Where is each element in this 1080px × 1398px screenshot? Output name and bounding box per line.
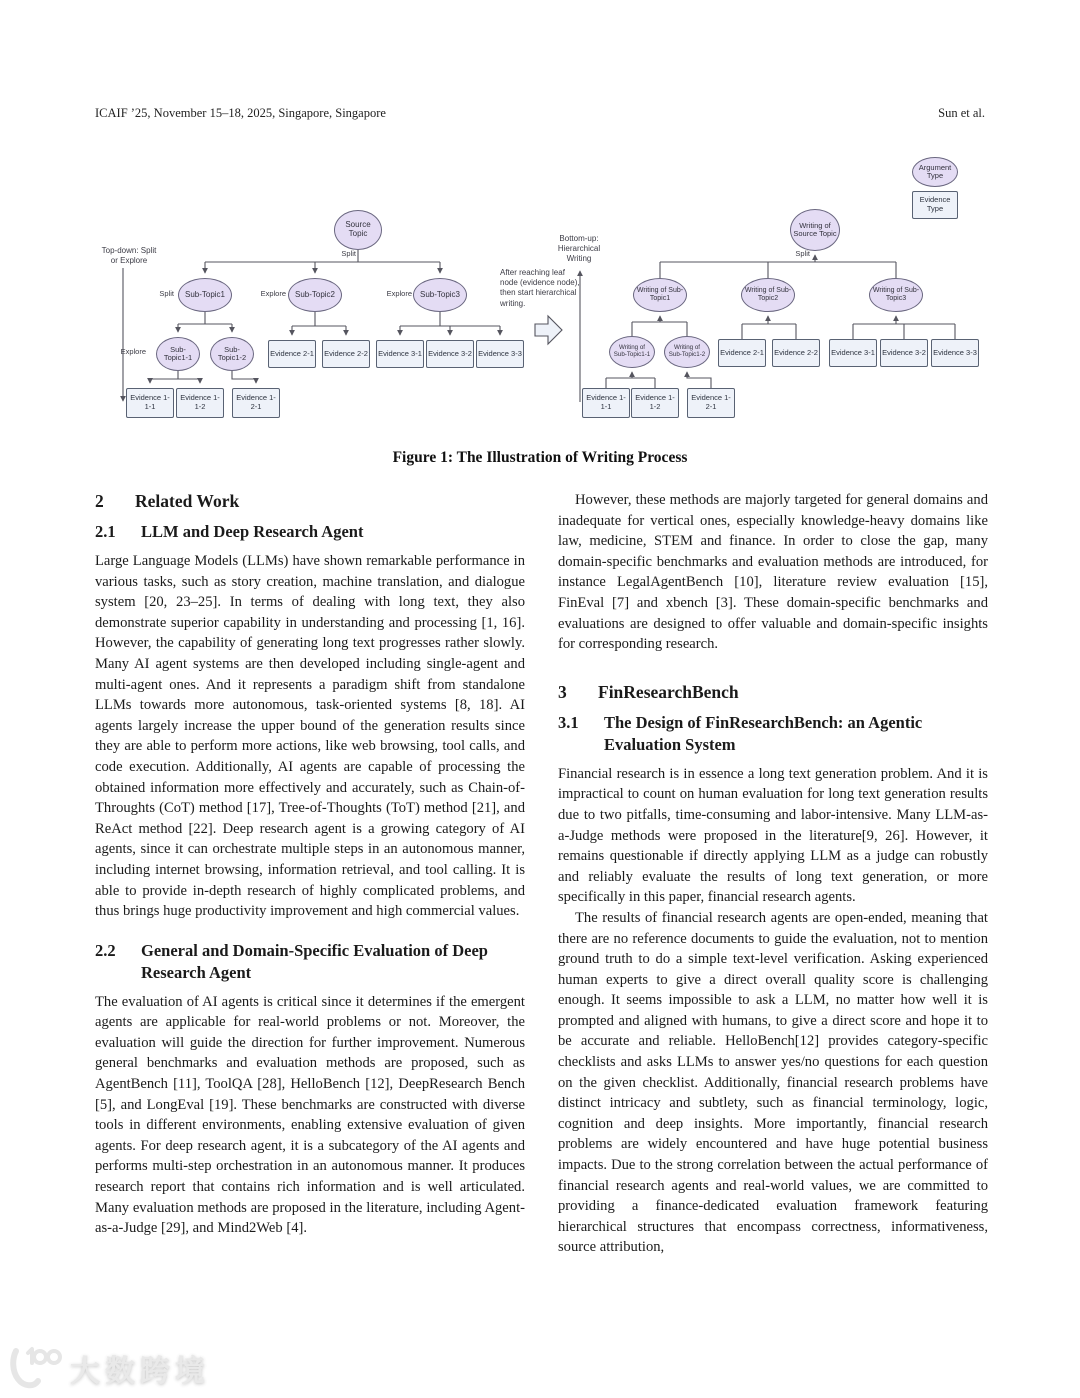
writing-evidence-1-1-1: Evidence 1-1-1 [582, 388, 630, 418]
section-2-title: Related Work [135, 491, 240, 511]
evidence-3-2: Evidence 3-2 [426, 340, 474, 368]
transition-arrow-icon [535, 316, 562, 344]
bottomup-annotation: Bottom-up: Hierarchical Writing [557, 234, 601, 264]
section-2-2-number: 2.2 [95, 940, 116, 960]
section-2-1-title: LLM and Deep Research Agent [141, 522, 364, 541]
node-writing-sub-topic1: Writing of Sub-Topic1 [633, 278, 687, 312]
section-3-1-paragraph-1: Financial research is in essence a long text generation problem. And it is impractical to count on human evaluation for long text generation results due to two pitfalls, time-consuming and labor-intensive. Many LLM-as-a-Judge methods were proposed in the literature[9, 26]. However, it remains questionable if directly applying LLM as a judge can robustly and reliably evaluate the results of long text generation, or more specifically in this paper, financial research agents. [558, 765, 988, 906]
section-3-number: 3 [558, 681, 567, 702]
writing-evidence-3-1: Evidence 3-1 [829, 339, 877, 367]
topdown-annotation: Top-down: Split or Explore [101, 246, 157, 266]
edge-label-explore-11: Explore [120, 347, 146, 356]
writing-evidence-3-2: Evidence 3-2 [880, 339, 928, 367]
section-2-2-paragraph: The evaluation of AI agents is critical since it determines if the emergent agents are applicable for real-world problems or not. Moreover, the evaluation will guide the direction for further improvement. Numerous general benchmarks and evaluation methods are proposed, such as AgentBench [11], ToolQA [28], HelloBench [12], DeepResearch Bench [5], and LongEval [19]. These benchmarks are constructed with diverse tools in different environments, enabling extensive evaluation of given agents. For deep research agent, it is a subcategory of the AI agents and performs multi-step orchestration in an autonomous manner. It produces research report that contains rich information and is well articulated. Many evaluation methods are proposed in the literature, including Agent-as-a-Judge [29], and Mind2Web [4]. [95, 993, 525, 1237]
section-3-1-title: The Design of FinResearchBench: an Agentic Evaluation System [604, 712, 923, 754]
node-sub-topic2: Sub-Topic2 [288, 278, 342, 312]
section-3-1-heading [558, 712, 988, 756]
edge-label-writing-split: Split [795, 249, 810, 258]
left-column [95, 490, 525, 1258]
writing-evidence-2-1: Evidence 2-1 [718, 339, 766, 367]
conference-info: ICAIF ’25, November 15–18, 2025, Singapore, Singapore [95, 106, 386, 120]
node-writing-sub-topic2: Writing of Sub-Topic2 [741, 278, 795, 312]
transition-note: After reaching leaf node (evidence node), then start hierarchical writing. [500, 268, 580, 308]
watermark-text: 大数跨境 [70, 1355, 210, 1388]
figure-caption: Figure 1: The Illustration of Writing Process [392, 449, 688, 466]
section-2-number: 2 [95, 491, 104, 511]
section-3-title: FinResearchBench [598, 681, 739, 702]
edge-label-root-split: Split [341, 249, 356, 258]
body-columns [95, 490, 988, 1258]
evidence-3-1: Evidence 3-1 [376, 340, 424, 368]
node-sub-topic1: Sub-Topic1 [178, 278, 232, 312]
evidence-1-1-1: Evidence 1-1-1 [126, 388, 174, 418]
node-writing-sub-topic3: Writing of Sub-Topic3 [869, 278, 923, 312]
edge-label-explore-3: Explore [386, 289, 412, 298]
evidence-3-3: Evidence 3-3 [476, 340, 524, 368]
node-sub-topic1-2: Sub-Topic1-2 [210, 337, 254, 371]
section-2-heading [95, 490, 525, 512]
section-2-1-number: 2.1 [95, 522, 116, 541]
section-2-1-heading [95, 521, 525, 543]
edge-label-explore-2: Explore [260, 289, 286, 298]
node-sub-topic3: Sub-Topic3 [413, 278, 467, 312]
node-sub-topic1-1: Sub-Topic1-1 [156, 337, 200, 371]
node-writing-source-topic: Writing of Source Topic [790, 209, 840, 251]
node-writing-sub-topic1-2: Writing of Sub-Topic1-2 [664, 336, 710, 368]
evidence-2-2: Evidence 2-2 [322, 340, 370, 368]
running-header [95, 106, 985, 121]
authors-short: Sun et al. [938, 106, 985, 120]
section-3-1-paragraph-2: The results of financial research agents are open-ended, meaning that there are no reference documents to guide the evaluation, not to mention ground truth to do a simple text-level verification. Asking experienced human experts to give a direct overall quality score is challenging enough. It seems impossible to ask a LLM, no matter how well it is prompted and aligned with humans, to give a direct score and hope it to be accurate and reliable. HelloBench[12] provides category-specific checklists and asks LLMs to answer yes/no questions for each question on the given checklist. Additionally, financial research problems have distinct intricacy and subtlety, such as financial terminology, logic, cognition and deep insights. More importantly, financial research problems are widely encountered and have huge potential business impacts. Due to the strong correlation between the actual performance of financial research agents and real-world values, we are committed to providing a finance-dedicated evaluation framework featuring hierarchical structures that encompass correctness, informativeness, source attribution, [558, 909, 988, 1256]
domain-specific-paragraph: However, these methods are majorly targeted for general domains and inadequate for vertical ones, especially knowledge-heavy domains like law, medicine, STEM and finance. In order to close the gap, many domain-specific benchmarks and evaluation methods are introduced, for instance LegalAgentBench [10], literature review evaluation [15], FinEval [7] and xbench [3]. These domain-specific benchmarks and evaluations are designed to offer valuable and domain-specific insights for corresponding research. [558, 492, 988, 653]
writing-evidence-3-3: Evidence 3-3 [931, 339, 979, 367]
legend-evidence-type: Evidence Type [912, 191, 958, 219]
evidence-1-1-2: Evidence 1-1-2 [176, 388, 224, 418]
section-2-2-heading [95, 940, 525, 984]
writing-evidence-1-2-1: Evidence 1-2-1 [687, 388, 735, 418]
legend-argument-type: Argument Type [912, 157, 958, 187]
watermark [10, 1345, 210, 1391]
writing-evidence-2-2: Evidence 2-2 [772, 339, 820, 367]
section-2-1-paragraph: Large Language Models (LLMs) have shown remarkable performance in various tasks, such as story creation, machine translation, and dialogue system [20, 23–25]. In terms of dealing with long text, they also demonstrate superior capability in understanding and processing [1, 16]. However, the capability of generating long text progresses rather slowly. Many AI agent systems are then developed including single-agent and multi-agent ones. And it represents a paradigm shift from standalone LLMs towards more autonomous, task-oriented systems [8, 18]. AI agents largely increase the upper bound of the generation results since they are able to perform more actions, like web browsing, tool calls, and code execution. Additionally, AI agents are capable of processing the obtained information more effectively and accurately, such as Chain-of-Throughts (CoT) method [17], Tree-of-Thoughts (ToT) method [21], and ReAct method [22]. Deep research agent is a growing category of AI agents, since it can orchestrate multiple steps in an autonomous manner, including internet browsing, information retrieval, and tool calling. It is able to provide in-depth research of highly complicated problems, and thus brings huge productivity improvement and high commercial values. [95, 553, 525, 920]
evidence-2-1: Evidence 2-1 [268, 340, 316, 368]
section-3-1-number: 3.1 [558, 712, 579, 732]
evidence-1-2-1: Evidence 1-2-1 [232, 388, 280, 418]
watermark-logo-icon [10, 1345, 62, 1391]
section-3-heading [558, 681, 988, 703]
writing-evidence-1-1-2: Evidence 1-1-2 [631, 388, 679, 418]
figure-1 [0, 150, 1080, 446]
node-source-topic: Source Topic [334, 210, 382, 250]
section-2-2-title: General and Domain-Specific Evaluation of Deep Research Agent [141, 940, 488, 982]
right-column [558, 490, 988, 1258]
node-writing-sub-topic1-1: Writing of Sub-Topic1-1 [609, 336, 655, 368]
edge-label-split: Split [159, 289, 174, 298]
